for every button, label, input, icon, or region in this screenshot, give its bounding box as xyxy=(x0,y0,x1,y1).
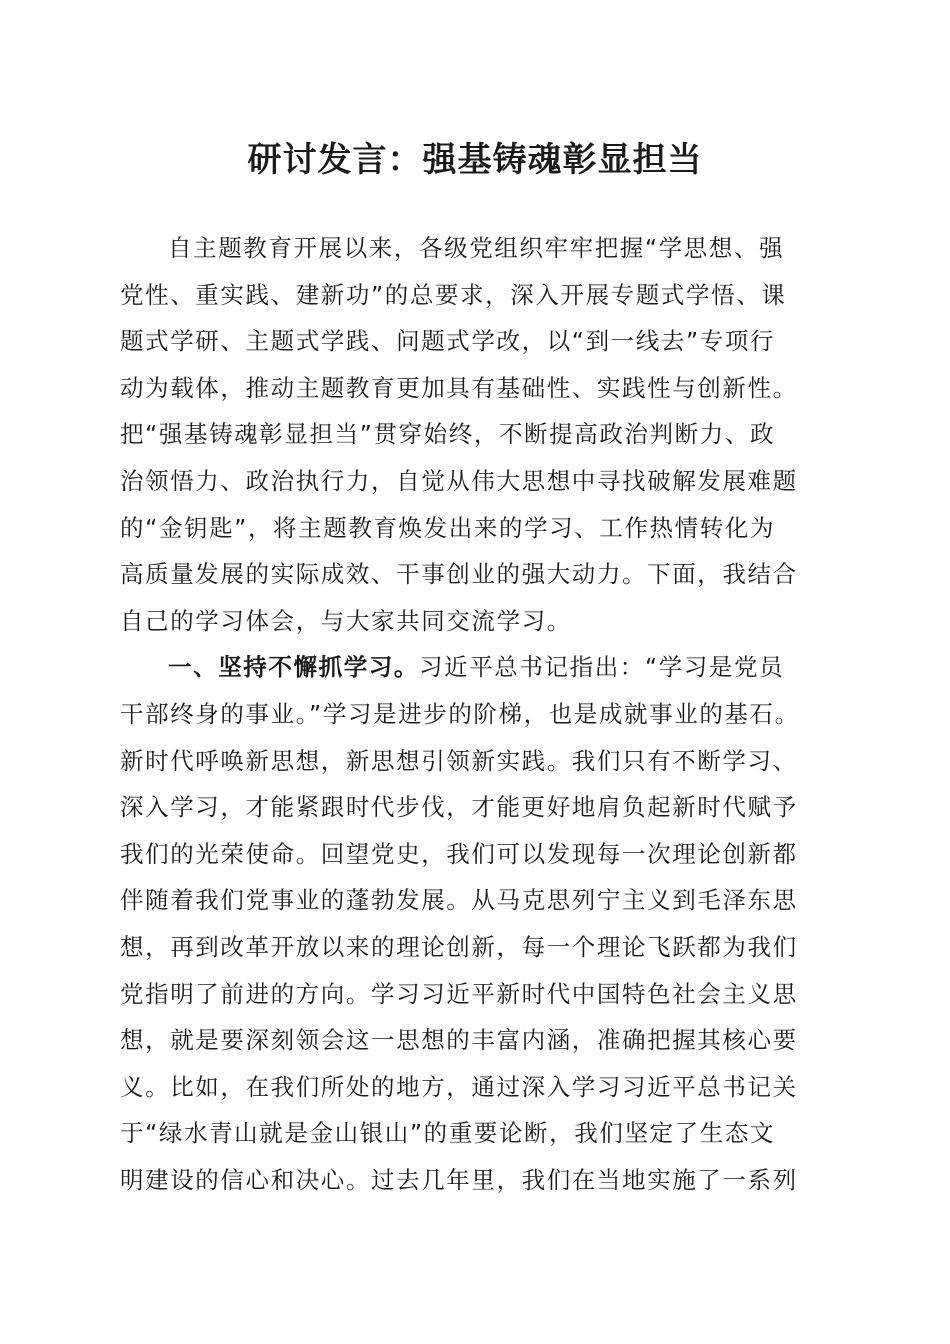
section-1-line: 义。比如，在我们所处的地方，通过深入学习习近平总书记关 xyxy=(120,1072,798,1101)
section-1-line: 深入学习，才能紧跟时代步伐，才能更好地肩负起新时代赋予 xyxy=(120,793,798,822)
section-1-first-line xyxy=(120,644,840,691)
document-title: 研讨发言：强基铸魂彰显担当 xyxy=(247,140,703,180)
section-1-line: 党指明了前进的方向。学习习近平新时代中国特色社会主义思 xyxy=(120,979,798,1008)
section-1-line: 我们的光荣使命。回望党史，我们可以发现每一次理论创新都 xyxy=(120,839,798,868)
paragraph-1-line: 动为载体，推动主题教育更加具有基础性、实践性与创新性。 xyxy=(120,373,798,402)
paragraph-1-line: 题式学研、主题式学践、问题式学改，以“到一线去”专项行 xyxy=(120,327,776,356)
section-1-line: 想，就是要深刻领会这一思想的丰富内涵，准确把握其核心要 xyxy=(120,1026,798,1055)
section-1-first-line-text: 习近平总书记指出：“学习是党员 xyxy=(419,653,785,682)
paragraph-1-line: 把“强基铸魂彰显担当”贯穿始终，不断提高政治判断力、政 xyxy=(120,420,776,449)
section-1-line: 想，再到改革开放以来的理论创新，每一个理论飞跃都为我们 xyxy=(120,932,798,961)
section-1-line: 干部终身的事业。”学习是进步的阶梯，也是成就事业的基石。 xyxy=(120,699,800,728)
paragraph-1-line: 的“金钥匙”，将主题教育焕发出来的学习、工作热情转化为 xyxy=(120,513,776,542)
section-1-line: 明建设的信心和决心。过去几年里，我们在当地实施了一系列 xyxy=(120,1165,798,1194)
document-body xyxy=(120,225,840,1203)
paragraph-1-line: 党性、重实践、建新功”的总要求，深入开展专题式学悟、课 xyxy=(120,280,787,309)
paragraph-1-line: 高质量发展的实际成效、干事创业的强大动力。下面，我结合 xyxy=(120,560,798,589)
paragraph-1-line: 自己的学习体会，与大家共同交流学习。 xyxy=(120,606,572,635)
section-1-line: 伴随着我们党事业的蓬勃发展。从马克思列宁主义到毛泽东思 xyxy=(120,886,798,915)
section-1-heading: 一、坚持不懈抓学习。 xyxy=(168,653,419,682)
section-1-line: 新时代呼唤新思想，新思想引领新实践。我们只有不断学习、 xyxy=(120,746,798,775)
paragraph-1-line: 治领悟力、政治执行力，自觉从伟大思想中寻找破解发展难题 xyxy=(120,466,798,495)
paragraph-1-line: 自主题教育开展以来，各级党组织牢牢把握“学思想、强 xyxy=(168,234,785,262)
section-1-line: 于“绿水青山就是金山银山”的重要论断，我们坚定了生态文 xyxy=(120,1119,776,1148)
